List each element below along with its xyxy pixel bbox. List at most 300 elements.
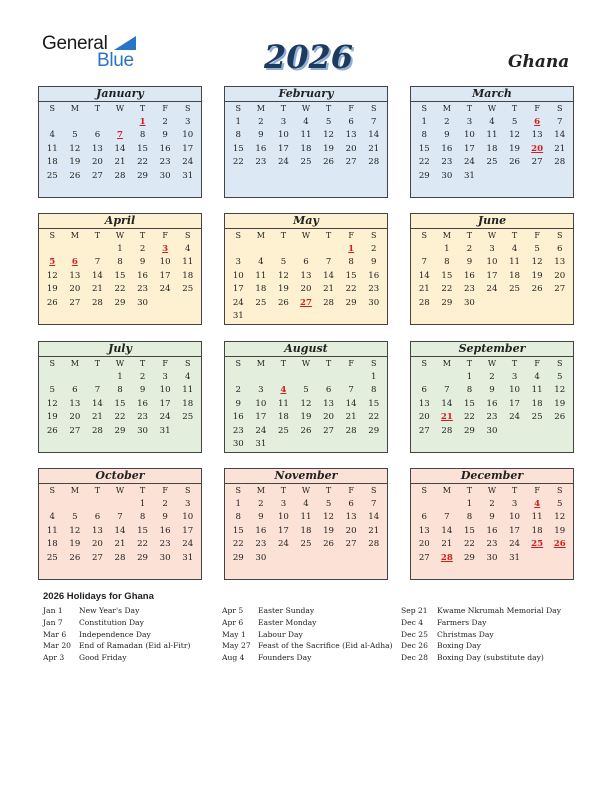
day: 25 xyxy=(486,157,498,167)
day: 15 xyxy=(232,143,244,154)
day: 2 xyxy=(444,116,450,127)
day: 13 xyxy=(91,143,103,154)
month-august xyxy=(224,341,388,453)
month-name: January xyxy=(39,87,201,102)
day: 22 xyxy=(137,157,149,167)
weekday-header: F xyxy=(348,486,354,495)
day: 13 xyxy=(554,257,566,267)
holiday-date: Aug 4 xyxy=(222,653,245,663)
day: 29 xyxy=(441,297,453,308)
day: 6 xyxy=(94,512,101,522)
day: 7 xyxy=(370,498,377,509)
weekday-header: S xyxy=(556,104,563,113)
day: 3 xyxy=(489,243,495,254)
day: 21 xyxy=(368,525,380,536)
day: 28 xyxy=(114,170,126,181)
day: 27 xyxy=(345,157,357,167)
day: 25 xyxy=(277,425,289,436)
empty-day xyxy=(250,371,273,385)
day: 13 xyxy=(345,130,357,140)
weekday-header: T xyxy=(94,104,101,113)
holiday-day: 6 xyxy=(71,257,78,267)
day: 12 xyxy=(300,398,312,409)
empty-day xyxy=(109,498,132,512)
day: 16 xyxy=(463,270,475,281)
day: 4 xyxy=(511,243,518,254)
day: 17 xyxy=(182,143,194,154)
day: 22 xyxy=(232,157,244,167)
day: 20 xyxy=(91,157,103,167)
day: 17 xyxy=(277,143,289,154)
day: 4 xyxy=(49,130,56,140)
day: 10 xyxy=(277,512,289,522)
holiday-name: Christmas Day xyxy=(437,629,494,639)
weekday-header: M xyxy=(256,486,265,495)
day: 23 xyxy=(159,539,171,549)
day: 24 xyxy=(182,539,194,549)
empty-day xyxy=(109,116,132,130)
day: 18 xyxy=(531,398,543,409)
day: 5 xyxy=(72,130,78,140)
holiday-day: 26 xyxy=(553,539,566,549)
day: 9 xyxy=(489,385,495,395)
weekday-header: W xyxy=(301,359,311,368)
weekday-header: T xyxy=(511,231,518,240)
day: 12 xyxy=(509,130,521,140)
day: 5 xyxy=(325,116,332,127)
day: 3 xyxy=(184,116,191,127)
day: 12 xyxy=(323,130,335,140)
day: 26 xyxy=(277,297,289,308)
month-name: April xyxy=(39,214,201,229)
empty-day xyxy=(41,243,64,257)
day: 11 xyxy=(531,512,543,522)
month-april xyxy=(38,213,202,325)
day: 11 xyxy=(300,130,312,140)
month-name: June xyxy=(411,214,573,229)
day: 8 xyxy=(466,385,473,395)
weekday-header: S xyxy=(421,359,428,368)
holiday-name: Founders Day xyxy=(258,653,312,663)
day: 14 xyxy=(114,525,126,536)
holiday-day: 20 xyxy=(531,143,544,154)
empty-day xyxy=(295,371,318,385)
day: 7 xyxy=(117,512,123,522)
day: 4 xyxy=(489,116,495,127)
day: 12 xyxy=(277,270,289,281)
day: 14 xyxy=(345,398,357,409)
day: 12 xyxy=(531,257,543,267)
holiday-day: 3 xyxy=(162,243,169,254)
day: 9 xyxy=(235,398,242,409)
day: 13 xyxy=(300,270,312,281)
weekday-header: T xyxy=(466,486,473,495)
month-december xyxy=(410,468,574,580)
day: 6 xyxy=(421,385,428,395)
day: 9 xyxy=(444,130,450,140)
day: 6 xyxy=(348,116,354,127)
holiday-row xyxy=(43,652,190,664)
day: 21 xyxy=(441,539,453,549)
day-grid xyxy=(411,484,573,565)
day: 14 xyxy=(114,143,126,154)
day: 30 xyxy=(441,170,453,181)
holiday-row xyxy=(222,617,393,629)
day: 12 xyxy=(554,512,566,522)
month-name: October xyxy=(39,469,201,484)
day: 22 xyxy=(137,539,149,549)
day: 25 xyxy=(182,284,194,294)
day-grid xyxy=(411,229,573,310)
day: 16 xyxy=(137,270,149,281)
day: 5 xyxy=(534,243,540,254)
brand-line2: Blue xyxy=(97,50,134,71)
day: 16 xyxy=(137,398,149,409)
weekday-header: S xyxy=(556,359,563,368)
day: 25 xyxy=(509,284,521,294)
weekday-header: S xyxy=(49,104,56,113)
weekday-header: M xyxy=(442,231,451,240)
day: 24 xyxy=(486,284,498,294)
holiday-column xyxy=(401,605,561,664)
weekday-header: S xyxy=(421,486,428,495)
weekday-header: F xyxy=(348,104,354,113)
day: 7 xyxy=(421,257,428,267)
weekday-header: W xyxy=(115,486,125,495)
day: 2 xyxy=(258,498,264,509)
weekday-header: F xyxy=(348,231,354,240)
day: 24 xyxy=(255,425,267,436)
day: 11 xyxy=(255,270,267,281)
day: 15 xyxy=(463,525,475,536)
holiday-date: Mar 20 xyxy=(43,641,72,651)
holiday-day: 25 xyxy=(531,539,544,549)
day: 21 xyxy=(554,143,566,154)
day: 1 xyxy=(466,371,473,382)
empty-day xyxy=(340,371,363,385)
day: 26 xyxy=(531,284,543,294)
holiday-date: Jan 7 xyxy=(43,617,63,627)
day: 28 xyxy=(323,297,335,308)
day: 4 xyxy=(303,498,309,509)
day: 13 xyxy=(345,512,357,522)
empty-day xyxy=(41,498,64,512)
day: 3 xyxy=(466,116,473,127)
day: 24 xyxy=(159,284,171,294)
day: 9 xyxy=(489,512,495,522)
day: 27 xyxy=(418,552,430,563)
holiday-row xyxy=(43,640,190,652)
holiday-date: Jan 1 xyxy=(43,606,63,615)
weekday-header: F xyxy=(162,486,168,495)
day: 2 xyxy=(489,371,495,382)
day: 25 xyxy=(531,412,543,422)
day: 22 xyxy=(463,412,475,422)
day: 5 xyxy=(303,385,309,395)
day: 23 xyxy=(486,539,498,549)
day: 11 xyxy=(509,257,521,267)
day: 5 xyxy=(72,512,78,522)
holiday-day: 7 xyxy=(117,130,123,140)
day: 16 xyxy=(255,143,267,154)
day: 31 xyxy=(463,170,475,181)
day: 26 xyxy=(323,157,335,167)
holiday-name: Feast of the Sacrifice (Eid al-Adha) xyxy=(258,641,393,651)
day: 30 xyxy=(137,297,149,308)
day: 3 xyxy=(511,371,518,382)
day: 5 xyxy=(556,371,563,382)
day: 2 xyxy=(258,116,264,127)
holiday-row xyxy=(401,605,561,617)
day: 15 xyxy=(114,398,126,409)
day: 21 xyxy=(91,412,103,422)
holiday-date: Apr 5 xyxy=(222,606,244,615)
day: 26 xyxy=(69,170,81,181)
day: 31 xyxy=(232,311,244,321)
holiday-name: Easter Monday xyxy=(258,617,317,627)
day: 30 xyxy=(486,552,498,563)
holiday-row xyxy=(222,629,393,641)
holiday-date: Dec 4 xyxy=(401,617,424,627)
day: 1 xyxy=(370,371,377,382)
weekday-header: T xyxy=(94,486,101,495)
day: 7 xyxy=(444,512,450,522)
day: 13 xyxy=(69,398,81,409)
day: 24 xyxy=(277,539,289,549)
empty-day xyxy=(86,116,109,130)
day: 18 xyxy=(486,143,498,154)
day: 17 xyxy=(159,270,171,281)
weekday-header: F xyxy=(348,359,354,368)
day: 24 xyxy=(182,157,194,167)
empty-day xyxy=(272,371,295,385)
day-grid xyxy=(411,357,573,438)
weekday-header: T xyxy=(511,104,518,113)
month-name: December xyxy=(411,469,573,484)
weekday-header: S xyxy=(235,486,242,495)
day: 21 xyxy=(345,412,357,422)
weekday-header: S xyxy=(370,104,377,113)
day: 1 xyxy=(466,498,473,509)
day: 23 xyxy=(463,284,475,294)
weekday-header: S xyxy=(370,359,377,368)
day: 29 xyxy=(137,552,149,563)
holiday-day: 5 xyxy=(49,257,56,267)
day: 16 xyxy=(486,398,498,409)
weekday-header: M xyxy=(442,486,451,495)
weekday-header: S xyxy=(370,486,377,495)
brand-triangle-icon xyxy=(114,36,136,50)
holiday-name: Easter Sunday xyxy=(258,606,315,615)
day: 2 xyxy=(162,116,168,127)
day: 1 xyxy=(444,243,450,254)
day: 11 xyxy=(182,385,194,395)
day: 2 xyxy=(466,243,473,254)
day: 14 xyxy=(323,270,335,281)
weekday-header: M xyxy=(256,104,265,113)
day: 2 xyxy=(235,385,242,395)
day: 29 xyxy=(368,425,380,436)
month-september xyxy=(410,341,574,453)
holiday-row xyxy=(222,605,393,617)
day: 13 xyxy=(91,525,103,536)
holiday-row xyxy=(43,629,190,641)
weekday-header: W xyxy=(487,231,497,240)
day: 9 xyxy=(466,257,473,267)
day: 26 xyxy=(509,157,521,167)
day: 22 xyxy=(463,539,475,549)
day: 22 xyxy=(418,157,430,167)
day: 2 xyxy=(139,243,146,254)
day: 14 xyxy=(418,270,430,281)
day: 9 xyxy=(139,385,146,395)
day: 5 xyxy=(49,385,56,395)
day: 6 xyxy=(421,512,428,522)
day: 28 xyxy=(441,425,453,436)
day: 31 xyxy=(182,170,194,181)
day: 8 xyxy=(421,130,428,140)
weekday-header: T xyxy=(139,486,146,495)
weekday-header: T xyxy=(466,104,473,113)
day: 10 xyxy=(509,385,521,395)
holiday-day: 1 xyxy=(348,243,355,254)
day: 18 xyxy=(300,143,312,154)
day: 25 xyxy=(46,170,58,181)
day: 19 xyxy=(69,157,81,167)
weekday-header: M xyxy=(70,359,79,368)
day: 20 xyxy=(91,539,103,549)
day: 29 xyxy=(463,552,475,563)
empty-day xyxy=(64,243,87,257)
day: 19 xyxy=(46,412,58,422)
day: 29 xyxy=(463,425,475,436)
day: 2 xyxy=(489,498,495,509)
holiday-column xyxy=(43,605,190,664)
day-grid xyxy=(225,357,387,452)
day: 18 xyxy=(46,539,58,549)
weekday-header: M xyxy=(256,359,265,368)
holiday-date: Apr 3 xyxy=(43,653,65,663)
day: 5 xyxy=(511,116,518,127)
holiday-day: 4 xyxy=(280,385,287,395)
day: 11 xyxy=(531,385,543,395)
day: 8 xyxy=(370,385,377,395)
weekday-header: F xyxy=(534,104,540,113)
day: 3 xyxy=(162,371,168,382)
day: 25 xyxy=(182,412,194,422)
month-name: July xyxy=(39,342,201,357)
holiday-name: Boxing Day (substitute day) xyxy=(437,653,544,663)
day: 6 xyxy=(348,498,354,509)
weekday-header: W xyxy=(115,104,125,113)
day: 3 xyxy=(280,116,287,127)
weekday-header: W xyxy=(301,486,311,495)
day: 7 xyxy=(348,385,354,395)
day: 24 xyxy=(509,539,521,549)
day: 15 xyxy=(463,398,475,409)
weekday-header: M xyxy=(442,359,451,368)
day: 7 xyxy=(325,257,332,267)
day: 16 xyxy=(255,525,267,536)
day: 18 xyxy=(182,398,194,409)
month-name: November xyxy=(225,469,387,484)
day: 3 xyxy=(511,498,518,509)
day: 1 xyxy=(235,498,242,509)
weekday-header: M xyxy=(442,104,451,113)
day: 17 xyxy=(509,398,521,409)
day: 11 xyxy=(182,257,194,267)
day: 23 xyxy=(255,157,267,167)
day: 7 xyxy=(94,385,101,395)
day: 2 xyxy=(162,498,168,509)
day: 25 xyxy=(46,552,58,563)
month-name: March xyxy=(411,87,573,102)
holiday-name: Labour Day xyxy=(258,629,303,639)
day: 11 xyxy=(300,512,312,522)
day: 30 xyxy=(159,552,171,563)
holiday-row xyxy=(401,652,561,664)
empty-day xyxy=(295,243,318,257)
month-june xyxy=(410,213,574,325)
day: 27 xyxy=(418,425,430,436)
holiday-date: Sep 21 xyxy=(401,606,428,615)
day: 10 xyxy=(486,257,498,267)
day: 31 xyxy=(255,439,267,449)
day: 23 xyxy=(368,284,380,294)
holiday-name: Farmers Day xyxy=(437,617,487,627)
day: 18 xyxy=(300,525,312,536)
weekday-header: S xyxy=(49,486,56,495)
holiday-day: 1 xyxy=(139,116,146,127)
day: 22 xyxy=(114,412,126,422)
empty-day xyxy=(64,116,87,130)
day: 7 xyxy=(370,116,377,127)
day: 9 xyxy=(139,257,146,267)
weekday-header: M xyxy=(70,231,79,240)
day: 3 xyxy=(184,498,191,509)
day: 18 xyxy=(255,284,267,294)
day: 4 xyxy=(49,512,56,522)
weekday-header: W xyxy=(487,359,497,368)
day: 19 xyxy=(323,143,335,154)
day: 19 xyxy=(509,143,521,154)
holiday-column xyxy=(222,605,393,664)
month-may xyxy=(224,213,388,325)
day: 28 xyxy=(368,539,380,549)
day: 27 xyxy=(554,284,566,294)
day: 4 xyxy=(534,371,540,382)
empty-day xyxy=(64,498,87,512)
day: 6 xyxy=(94,130,101,140)
day: 16 xyxy=(441,143,453,154)
weekday-header: W xyxy=(115,359,125,368)
day: 3 xyxy=(258,385,264,395)
day: 10 xyxy=(232,270,244,281)
day: 15 xyxy=(137,525,149,536)
day: 20 xyxy=(418,412,430,422)
holiday-name: Constitution Day xyxy=(79,617,144,627)
day: 13 xyxy=(418,525,430,536)
month-october xyxy=(38,468,202,580)
weekday-header: S xyxy=(235,231,242,240)
month-november xyxy=(224,468,388,580)
day: 24 xyxy=(509,412,521,422)
day: 21 xyxy=(114,539,126,549)
day: 27 xyxy=(531,157,543,167)
day: 14 xyxy=(91,270,103,281)
day: 16 xyxy=(159,143,171,154)
day: 22 xyxy=(441,284,453,294)
